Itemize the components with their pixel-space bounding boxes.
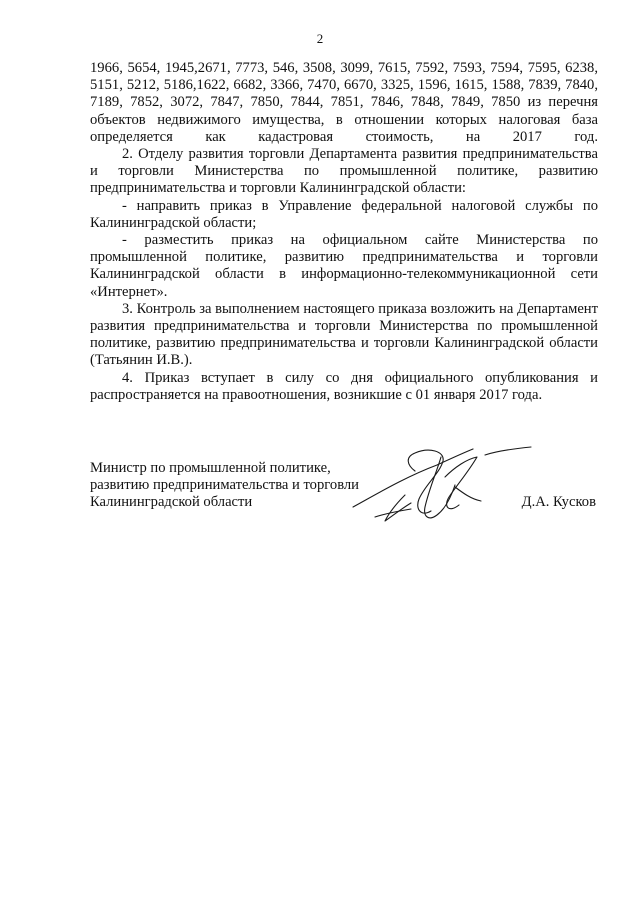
page-number: 2 [316,31,324,46]
clause-2-bullet-tax-service: - направить приказ в Управление федеральной налоговой службы по Калининградской области; [90,197,598,231]
signatory-name: Д.А. Кусков [521,494,596,510]
handwritten-signature [345,437,535,532]
clause-2-bullet-website: - разместить приказ на официальном сайте Министерства по промышленной политике, развитию предпринимательства и торговли Калининградской области в информационно-телекоммуникационной сети «Интернет». [90,232,598,300]
property-list-paragraph: 1966, 5654, 1945,2671, 7773, 546, 3508, 3099, 7615, 7592, 7593, 7594, 7595, 6238, 5151, 5212, 5186,1622, 6682, 3366, 7470, 6670, 3325, 1596, 1615, 1588, 7839, 7840, 7189, 7852, 3072, 7847, 7850, 7844, 7851, 7846, 7848, 7849, 7850 из перечня объектов недвижимого имущества, в отношении которых налоговая база определяется как кадастровая стоимость, на 2017 год. [90,60,598,145]
signatory-position-line-1: Министр по промышленной политике, [90,460,331,476]
signatory-position-line-2: развитию предпринимательства и торговли [90,477,359,494]
clause-2-paragraph: 2. Отделу развития торговли Департамента развития предпринимательства и торговли Министерства по промышленной политике, развитию предпринимательства и торговли Калининградской области: [90,146,598,197]
clause-3-paragraph: 3. Контроль за выполнением настоящего приказа возложить на Департамент развития предпринимательства и торговли Министерства по промышленной политике, развитию предпринимательства и торговли Калининградской области (Татьянин И.В.). [90,300,598,369]
signatory-position-line-3: Калининградской области [90,494,253,511]
signatory-position [90,460,359,512]
clause-4-paragraph: 4. Приказ вступает в силу со дня официального опубликования и распространяется на правоотношения, возникшие с 01 января 2017 года. [90,369,598,403]
order-body-text [90,60,598,404]
